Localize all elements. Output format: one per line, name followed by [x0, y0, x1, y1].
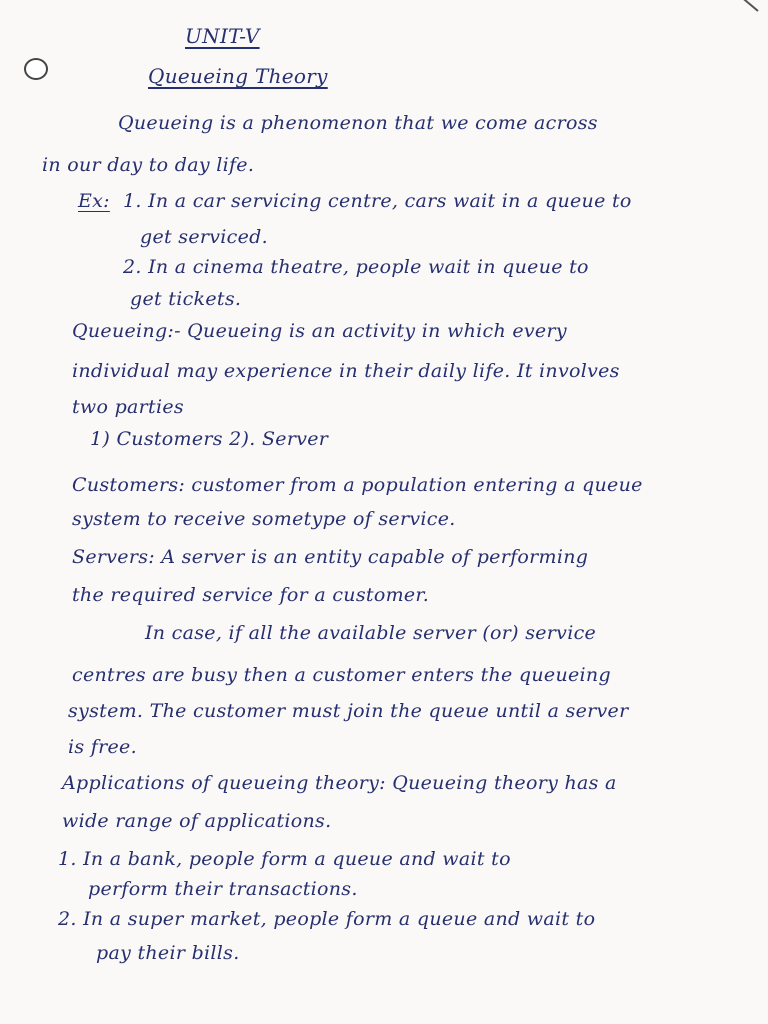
text-line: centres are busy then a customer enters the queueing: [72, 664, 611, 686]
text-line: Servers: A server is an entity capable of performing: [72, 546, 589, 568]
text-line: 1. In a car servicing centre, cars wait in a queue to: [123, 190, 632, 212]
text-line: the required service for a customer.: [72, 584, 430, 606]
corner-mark: [736, 0, 759, 12]
example-label: Ex:: [78, 190, 110, 212]
text-line: Queueing:- Queueing is an activity in which every: [72, 320, 567, 342]
text-line: get tickets.: [130, 288, 242, 310]
text-line: pay their bills.: [96, 942, 240, 964]
page-title: Queueing Theory: [148, 64, 328, 88]
text-line: Queueing is a phenomenon that we come across: [118, 112, 598, 134]
text-line: wide range of applications.: [62, 810, 332, 832]
text-line: system to receive sometype of service.: [72, 508, 456, 530]
text-line: two parties: [72, 396, 184, 418]
text-line: is free.: [68, 736, 137, 758]
text-line: 1. In a bank, people form a queue and wait to: [58, 848, 511, 870]
text-line: get serviced.: [140, 226, 268, 248]
text-line: In case, if all the available server (or) service: [145, 622, 597, 644]
unit-heading: UNIT-V: [185, 24, 260, 48]
text-line: perform their transactions.: [88, 878, 358, 900]
text-line: 2. In a cinema theatre, people wait in queue to: [123, 256, 589, 278]
text-line: Applications of queueing theory: Queueing theory has a: [62, 772, 617, 794]
text-line: system. The customer must join the queue until a server: [68, 700, 629, 722]
text-line: in our day to day life.: [42, 154, 255, 176]
text-line: individual may experience in their daily life. It involves: [72, 360, 620, 382]
text-line: 2. In a super market, people form a queue and wait to: [58, 908, 596, 930]
punch-hole: [24, 58, 48, 80]
text-line: 1) Customers 2). Server: [90, 428, 329, 450]
text-line: Customers: customer from a population entering a queue: [72, 474, 643, 496]
